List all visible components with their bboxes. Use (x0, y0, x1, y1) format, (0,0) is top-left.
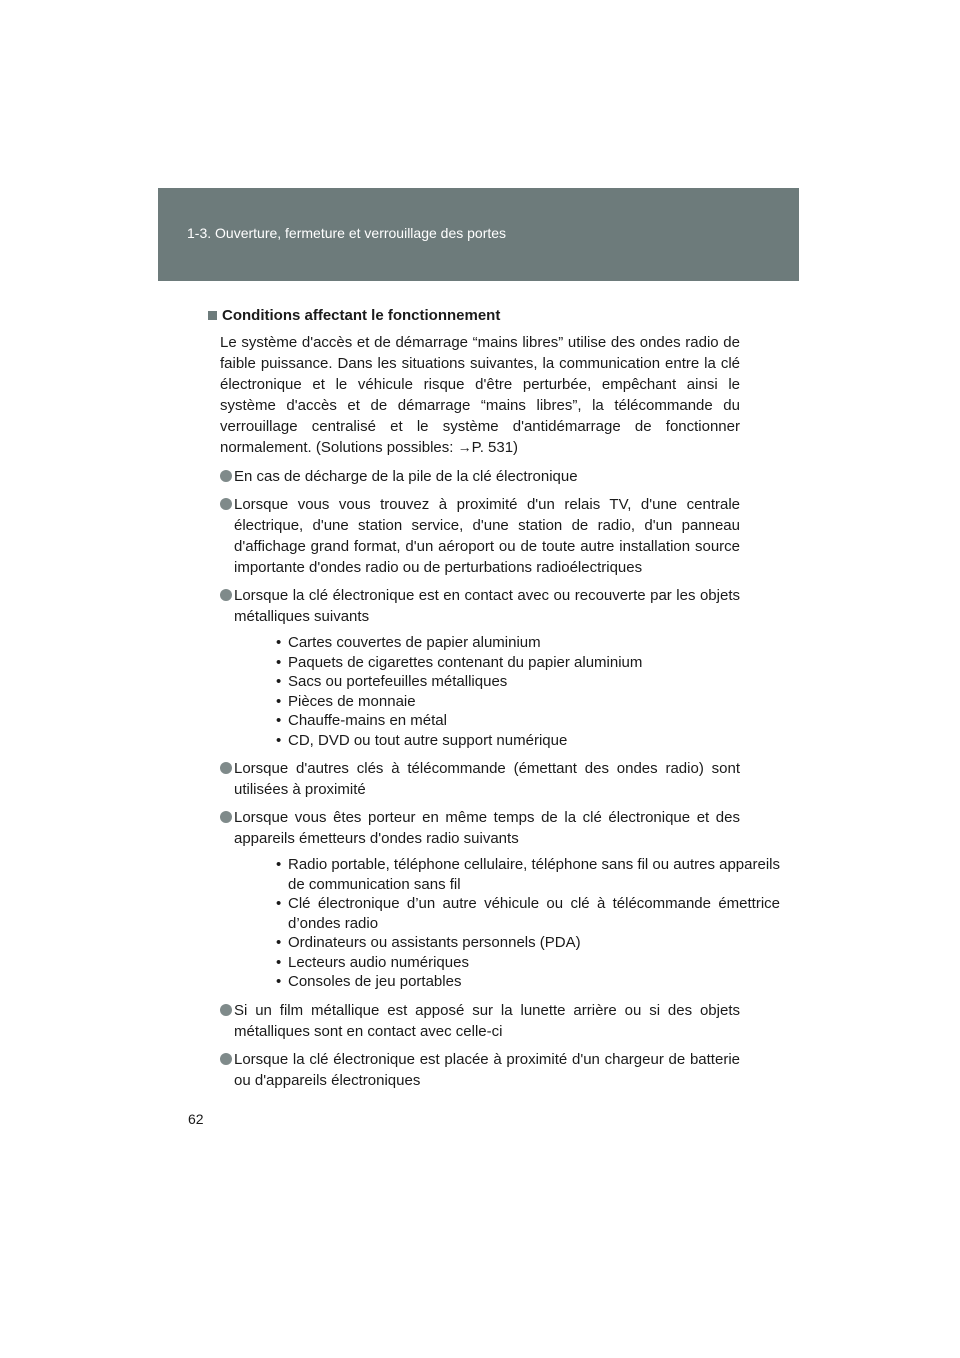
condition-text: En cas de décharge de la pile de la clé électronique (234, 468, 578, 485)
sub-list (234, 633, 780, 750)
page-reference: P. 531) (471, 439, 519, 456)
condition-text: Lorsque la clé électronique est en contact avec ou recouverte par les objets métalliques suivants (234, 587, 740, 625)
sub-list-item: • Lecteurs audio numériques (274, 953, 780, 973)
condition-item (208, 466, 740, 487)
section-heading (208, 307, 740, 324)
round-bullet-icon (220, 470, 232, 482)
sub-list-item: • Consoles de jeu portables (274, 972, 780, 992)
sub-list-item: • Clé électronique d’un autre véhicule ou clé à télécommande émettrice d’ondes radio (274, 894, 780, 933)
sub-list-item: • Ordinateurs ou assistants personnels (PDA) (274, 933, 780, 953)
intro-paragraph (220, 332, 740, 458)
round-bullet-icon (220, 1004, 232, 1016)
page-number: 62 (188, 1111, 204, 1127)
condition-item (208, 1049, 740, 1091)
condition-item (208, 807, 780, 992)
condition-text: Lorsque vous vous trouvez à proximité d'un relais TV, d'une centrale électrique, d'une station service, d'une station de radio, d'un panneau d'affichage grand format, d'un aéroport ou de toute autre installation source importante d'ondes radio ou de perturbations radioélectriques (234, 496, 740, 576)
condition-text: Lorsque d'autres clés à télécommande (émettant des ondes radio) sont utilisées à proximité (234, 760, 740, 798)
chapter-title: 1-3. Ouverture, fermeture et verrouillage des portes (187, 225, 507, 241)
chapter-header (158, 188, 799, 281)
sub-list-item: • Paquets de cigarettes contenant du papier aluminium (274, 653, 780, 673)
condition-item (208, 494, 740, 578)
round-bullet-icon (220, 1053, 232, 1065)
condition-text: Lorsque vous êtes porteur en même temps de la clé électronique et des appareils émetteurs d'ondes radio suivants (234, 809, 740, 847)
section-heading-text: Conditions affectant le fonctionnement (222, 307, 501, 324)
intro-text: Le système d'accès et de démarrage “mains libres” utilise des ondes radio de faible puissance. Dans les situations suivantes, la communication entre la clé électronique et le véhicule risque d'être perturbée, empêchant ainsi le système d'accès et de démarrage “mains libres”, la télécommande du verrouillage centralisé et le système d'antidémarrage de fonctionner normalement. (Solutions possibles: (220, 334, 740, 456)
condition-text: Lorsque la clé électronique est placée à proximité d'un chargeur de batterie ou d'appareils électroniques (234, 1050, 740, 1089)
round-bullet-icon (220, 498, 232, 510)
condition-item (208, 585, 740, 750)
round-bullet-icon (220, 811, 232, 823)
round-bullet-icon (220, 762, 232, 774)
sub-list-item: • Chauffe-mains en métal (274, 711, 780, 731)
sub-list (234, 855, 780, 992)
condition-list (208, 466, 780, 1091)
condition-text: Si un film métallique est apposé sur la lunette arrière ou si des objets métalliques sont en contact avec celle-ci (234, 1001, 740, 1040)
square-bullet-icon (208, 311, 217, 320)
sub-list-item: • Pièces de monnaie (274, 692, 780, 712)
round-bullet-icon (220, 589, 232, 601)
sub-list-item: • Cartes couvertes de papier aluminium (274, 633, 780, 653)
sub-list-item: • Radio portable, téléphone cellulaire, téléphone sans fil ou autres appareils de communication sans fil (274, 855, 780, 894)
arrow-right-icon: → (457, 439, 472, 455)
sub-list-item: • CD, DVD ou tout autre support numérique (274, 731, 780, 751)
condition-item (208, 758, 740, 800)
sub-list-item: • Sacs ou portefeuilles métalliques (274, 672, 780, 692)
condition-item (208, 1000, 740, 1042)
content (208, 307, 780, 1098)
